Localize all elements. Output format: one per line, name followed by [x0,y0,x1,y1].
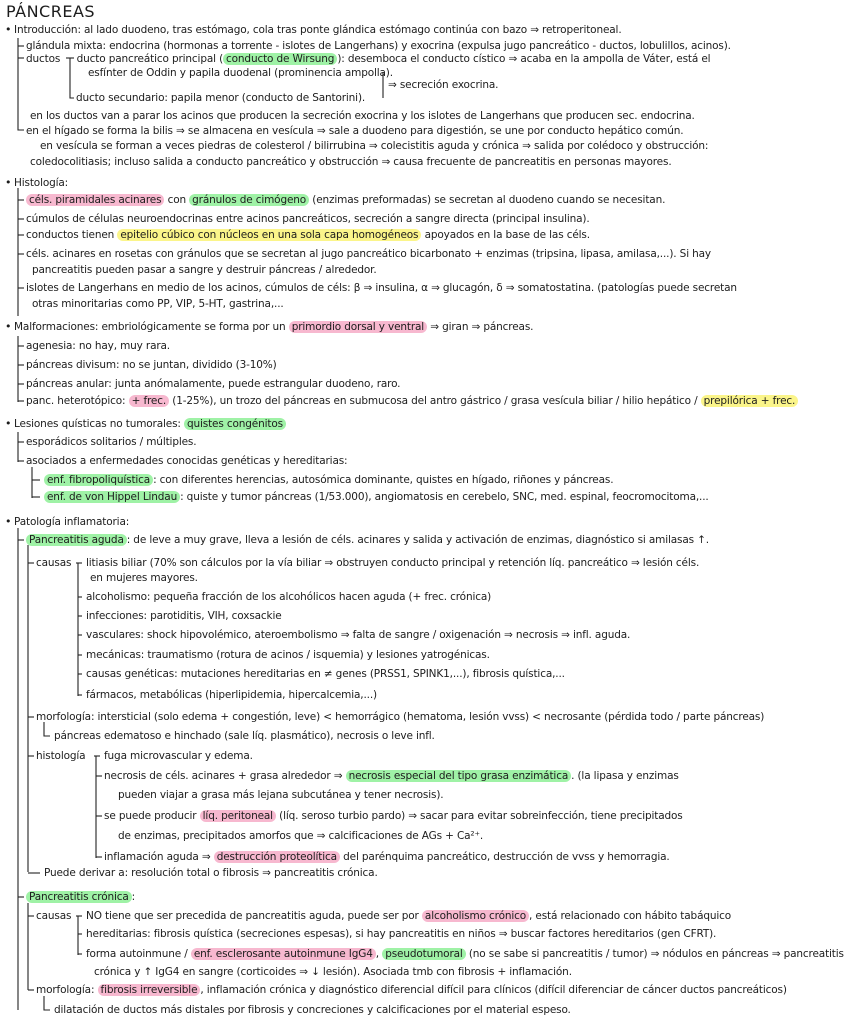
highlight-pink: primordio dorsal y ventral [289,321,427,333]
cause-line: en mujeres mayores. [90,572,198,584]
inflam-line: morfología: intersticial (solo edema + congestión, leve) < hemorrágico (hematoma, lesión vvss) < necrosante (pérdida todo / parte páncreas) [36,711,765,723]
lesion-line: asociados a enfermedades conocidas genéticas y hereditarias: [26,455,348,467]
highlight-pink: destrucción proteolítica [214,851,340,863]
intro-text: ducto pancreático principal ( [76,53,224,65]
inflam-line [36,984,787,997]
histo-line: otras minoritarias como PP, VIP, 5-HT, gastrina,... [32,298,284,310]
intro-line: en el hígado se forma la bilis ⇒ se almacena en vesícula ⇒ sale a duodeno para digestión, se une por conducto hepático común. [26,125,684,137]
inflam-text: morfología: [36,984,98,996]
highlight-yellow: epitelio cúbico con núcleos en una sola capa homogéneos [117,229,421,241]
inflam-text: del parénquima pancreático, destrucción de vvss y hemorragia. [339,851,670,863]
cause-line: causas genéticas: mutaciones hereditarias en ≠ genes (PRSS1, SPINK1,...), fibrosis quística,... [86,668,565,680]
highlight-pink: alcoholismo crónico [422,910,529,922]
intro-note: ⇒ secreción exocrina. [388,79,499,91]
inflam-text: necrosis de céls. acinares + grasa alrededor ⇒ [104,770,346,782]
highlight-green: necrosis especial del tipo grasa enzimática [346,770,572,782]
histo-text: conductos tienen [26,229,118,241]
intro-line: en vesícula se forman a veces piedras de colesterol / bilirrubina ⇒ colecistitis aguda y crónica ⇒ salida por colédoco y obstrucción: [40,140,709,152]
malf-text: panc. heterotópico: [26,395,129,407]
inflam-text: se puede producir [104,810,200,822]
highlight-green: gránulos de cimógeno [189,194,309,206]
section-heading: Patología inflamatoria: [14,516,130,528]
inflam-text: , está relacionado con hábito tabáquico [529,910,732,922]
histo-line [26,229,590,242]
highlight-pink: céls. piramidales acinares [26,194,164,206]
highlight-green: enf. de von Hippel Lindau [44,491,180,503]
inflam-label: histología [36,750,86,762]
highlight-green: enf. fibropoliquística [44,474,153,486]
bullet-dot: • [5,417,12,430]
page-title: PÁNCREAS [6,2,96,21]
histo-line [26,194,665,207]
cause-line: fármacos, metabólicas (hiperlipidemia, hipercalcemia,...) [86,689,377,701]
inflam-label: causas [36,910,72,922]
bullet-dot: • [5,23,12,36]
lesion-line: esporádicos solitarios / múltiples. [26,436,197,448]
inflam-line [26,534,709,547]
histo-inflam-line [104,770,679,783]
malf-text: ⇒ giran ⇒ páncreas. [427,321,534,333]
malf-text: Malformaciones: embriológicamente se forma por un [14,321,289,333]
intro-line: esfínter de Oddin y papila duodenal (prominencia ampolla). [88,67,393,79]
histo-inflam-line [104,851,670,864]
highlight-green: Pancreatitis crónica [26,891,132,903]
highlight-green: pseudotumoral [382,948,465,960]
intro-text: ): desemboca el conducto cístico ⇒ acaba en la ampolla de Váter, está el [337,53,711,65]
histo-inflam-line: fuga microvascular y edema. [104,750,253,762]
histo-line: pancreatitis pueden pasar a sangre y destruir páncreas / alrededor. [32,264,377,276]
highlight-pink: fibrosis irreversible [98,984,201,996]
inflam-line: Puede derivar a: resolución total o fibrosis ⇒ pancreatitis crónica. [44,867,378,879]
malf-line: agenesia: no hay, muy rara. [26,340,170,352]
bullet-dot: • [5,320,12,333]
highlight-yellow: prepilórica + frec. [701,395,799,407]
highlight-pink: líq. peritoneal [200,810,276,822]
histo-inflam-line: pueden viajar a grasa más lejana subcutánea y tener necrosis). [118,789,444,801]
intro-line: en los ductos van a parar los acinos que producen la secreción exocrina y los islotes de Langerhans que producen sec. endocrina. [30,110,695,122]
inflam-text: inflamación aguda ⇒ [104,851,214,863]
intro-label: ductos [26,53,61,65]
cause-line: alcoholismo: pequeña fracción de los alcohólicos hacen aguda (+ frec. crónica) [86,591,492,603]
inflam-text: (líq. seroso turbio pardo) ⇒ sacar para evitar sobreinfección, tiene precipitados [275,810,683,822]
lesion-line [44,491,709,504]
inflam-line: páncreas edematoso e hinchado (sale líq. plasmático), necrosis o leve infl. [54,730,435,742]
bullet-dot: • [5,515,12,528]
highlight-green: quistes congénitos [184,418,286,430]
inflam-line [26,891,135,904]
malf-line [26,395,798,408]
histo-line: céls. acinares en rosetas con gránulos que se secretan al jugo pancreático bicarbonato + enzimas (tripsina, lipasa, amilasa,...). Si hay [26,248,711,260]
inflam-label: causas [36,557,72,569]
inflam-text: NO tiene que ser precedida de pancreatitis aguda, puede ser por [86,910,422,922]
inflam-text: forma autoinmune / [86,948,191,960]
section-heading: Histología: [14,177,69,189]
intro-line: Introducción: al lado duodeno, tras estómago, cola tras ponte glándica estómago continúa con bazo ⇒ retroperitoneal. [14,24,622,36]
cause-line: vasculares: shock hipovolémico, ateroembolismo ⇒ falta de sangre / oxigenación ⇒ necrosis ⇒ infl. aguda. [86,629,631,641]
cause-line [86,948,844,961]
cause-line: infecciones: parotiditis, VIH, coxsackie [86,610,282,622]
highlight-green: conducto de Wirsung [223,53,337,65]
histo-inflam-line [104,810,683,823]
lesion-text: : quiste y tumor páncreas (1/53.000), angiomatosis en cerebelo, SNC, med. espinal, feocromocitoma,... [180,491,709,503]
highlight-pink: + frec. [129,395,169,407]
inflam-line: dilatación de ductos más distales por fibrosis y concreciones y calcificaciones por el material espeso. [54,1004,571,1016]
histo-inflam-line: de enzimas, precipitados amorfos que ⇒ calcificaciones de AGs + Ca²⁺. [118,830,484,842]
histo-text: apoyados en la base de las céls. [421,229,590,241]
bullet-dot: • [5,176,12,189]
malf-text: (1-25%), un trozo del páncreas en submucosa del antro gástrico / grasa vesícula biliar / hilio hepático / [169,395,701,407]
malf-line: páncreas divisum: no se juntan, dividido (3-10%) [26,359,277,371]
intro-line [26,53,710,66]
section-heading [14,418,286,431]
intro-line: glándula mixta: endocrina (hormonas a torrente - islotes de Langerhans) y exocrina (expulsa jugo pancreático - ductos, lobulillos, acinos). [26,40,731,52]
intro-line: coledocolitiasis; incluso salida a conducto pancreático y obstrucción ⇒ causa frecuente de pancreatitis en personas mayores. [30,156,672,168]
inflam-text: , inflamación crónica y diagnóstico diferencial difícil para clínicos (difícil diferenciar de cáncer ductos pancreáticos) [200,984,787,996]
lesion-text: Lesiones quísticas no tumorales: [14,418,184,430]
cause-line [86,910,731,923]
inflam-text: : de leve a muy grave, lleva a lesión de céls. acinares y salida y activación de enzimas, diagnóstico si amilasas ↑. [126,534,709,546]
histo-text: (enzimas preformadas) se secretan al duodeno cuando se necesitan. [309,194,666,206]
cause-line: mecánicas: traumatismo (rotura de acinos / isquemia) y lesiones yatrogénicas. [86,649,490,661]
inflam-text: . (la lipasa y enzimas [571,770,679,782]
section-heading [14,321,533,334]
inflam-text: , [375,948,383,960]
histo-line: islotes de Langerhans en medio de los acinos, cúmulos de céls: β ⇒ insulina, α ⇒ glucagón, δ ⇒ somatostatina. (patologías puede secretan [26,282,737,294]
cause-line: litiasis biliar (70% son cálculos por la vía biliar ⇒ obstruyen conducto principal y retención líq. pancreático ⇒ lesión céls. [86,557,700,569]
lesion-text: : con diferentes herencias, autosómica dominante, quistes en hígado, riñones y páncreas. [153,474,614,486]
highlight-pink: enf. esclerosante autoinmune IgG4 [191,948,376,960]
highlight-green: Pancreatitis aguda [26,534,127,546]
cause-line: hereditarias: fibrosis quística (secreciones espesas), si hay pancreatitis en niños ⇒ buscar factores hereditarios (gen CFRT). [86,928,717,940]
histo-text: con [164,194,190,206]
histo-line: cúmulos de células neuroendocrinas entre acinos pancreáticos, secreción a sangre directa (principal insulina). [26,213,590,225]
intro-line: ducto secundario: papila menor (conducto de Santorini). [76,92,366,104]
cause-line: crónica y ↑ IgG4 en sangre (corticoides ⇒ ↓ lesión). Asociada tmb con fibrosis + inflamación. [94,966,572,978]
malf-line: páncreas anular: junta anómalamente, puede estrangular duodeno, raro. [26,378,401,390]
inflam-text: (no se sabe si pancreatitis / tumor) ⇒ nódulos en páncreas ⇒ pancreatitis [465,948,844,960]
lesion-line [44,474,613,487]
inflam-text: : [131,891,136,903]
